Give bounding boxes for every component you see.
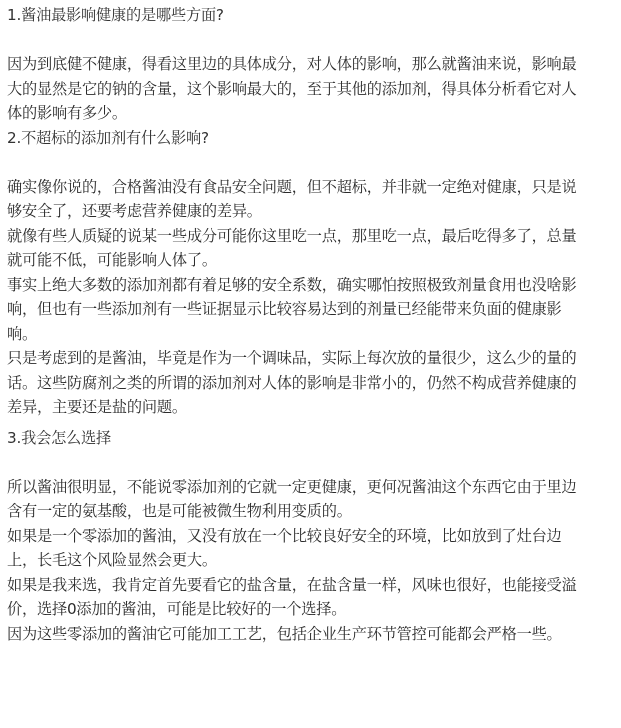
section-heading: 1.酱油最影响健康的是哪些方面? [7,6,224,24]
text-line: 体的影响有多少。 [7,104,127,122]
text-line: 响。 [7,324,37,343]
text-line: 差异，主要还是盐的问题。 [7,398,187,416]
text-line: 所以酱油很明显，不能说零添加剂的它就一定更健康，更何况酱油这个东西它由于里边 [7,477,577,496]
text-line: 就可能不低，可能影响人体了。 [7,251,217,269]
spacer [7,28,615,53]
text-line: 因为到底健不健康，得看这里边的具体成分，对人体的影响，那么就酱油来说，影响最 [7,55,577,73]
text-line: 大的显然是它的钠的含量，这个影响最大的，至于其他的添加剂，得具体分析看它对人 [7,79,577,98]
text-line: 上，长毛这个风险显然会更大。 [7,551,217,569]
spacer [7,150,615,175]
text-line: 响，但也有一些添加剂有一些证据显示比较容易达到的剂量已经能带来负面的健康影 [7,300,562,318]
text-line: 含有一定的氨基酸，也是可能被微生物利用变质的。 [7,502,352,520]
text-line: 够安全了，还要考虑营养健康的差异。 [7,202,262,220]
section-heading: 3.我会怎么选择 [7,428,112,447]
text-line: 因为这些零添加的酱油它可能加工工艺，包括企业生产环节管控可能都会严格一些。 [7,624,562,643]
text-line: 事实上绝大多数的添加剂都有着足够的安全系数，确实哪怕按照极致剂量食用也没啥影 [7,275,577,294]
text-line: 确实像你说的，合格酱油没有食品安全问题，但不超标，并非就一定绝对健康，只是说 [7,177,577,196]
text-line: 就像有些人质疑的说某一些成分可能你这里吃一点，那里吃一点，最后吃得多了，总量 [7,226,577,245]
text-line: 只是考虑到的是酱油，毕竟是作为一个调味品，实际上每次放的量很少，这么少的量的 [7,349,577,367]
text-line: 话。这些防腐剂之类的所谓的添加剂对人体的影响是非常小的，仍然不构成营养健康的 [7,373,577,392]
section-heading: 2.不超标的添加剂有什么影响? [7,128,209,147]
text-line: 如果是我来选，我肯定首先要看它的盐含量，在盐含量一样，风味也很好，也能接受溢 [7,575,577,594]
text-line: 如果是一个零添加的酱油，又没有放在一个比较良好安全的环境，比如放到了灶台边 [7,526,562,545]
spacer [7,450,615,475]
text-line: 价，选择0添加的酱油，可能是比较好的一个选择。 [7,600,347,618]
